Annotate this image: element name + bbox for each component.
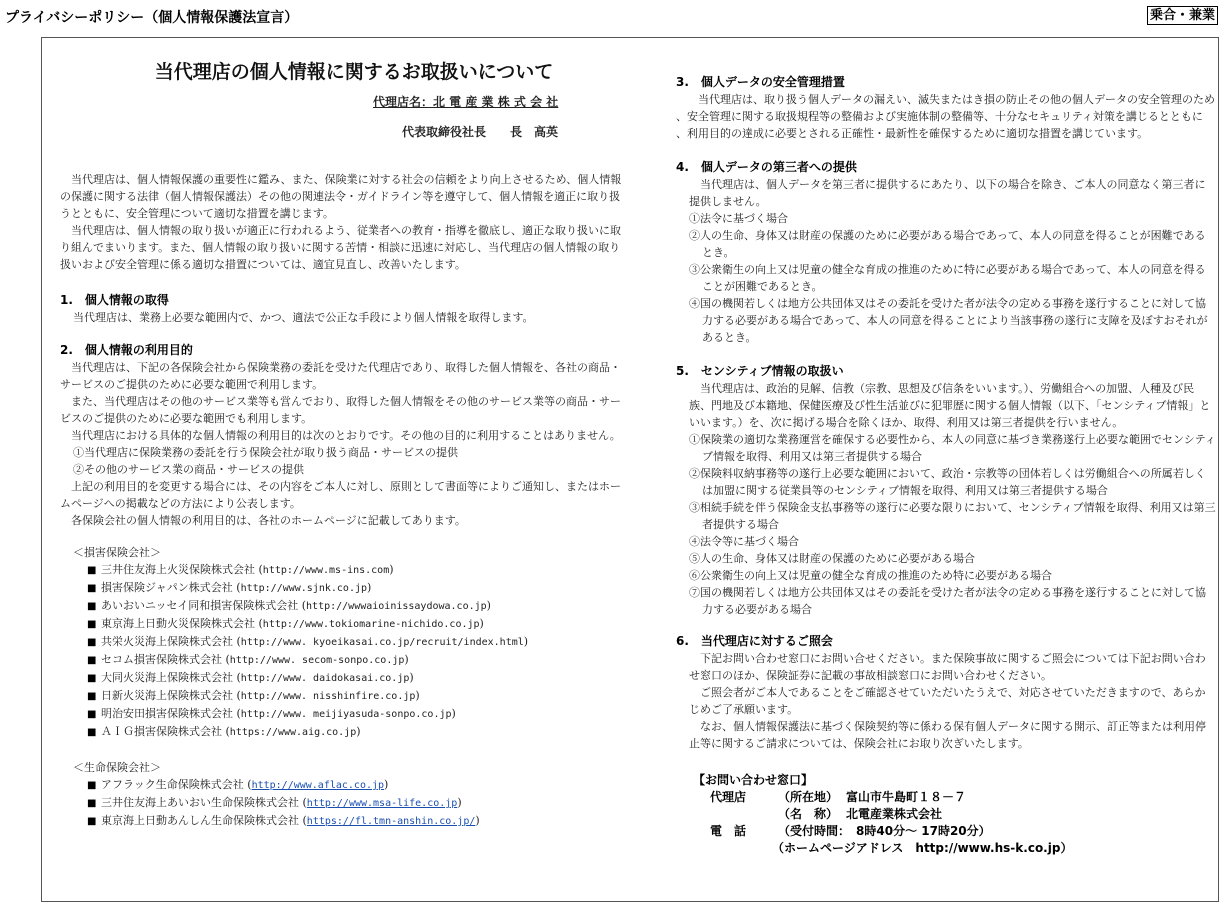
intro-paragraph: 当代理店は、個人情報保護の重要性に鑑み、また、保険業に対する社会の信頼をより向上させるため、個人情報の保護に関する法律（個人情報保護法）その他の関連法令・ガイドライン等を遵守して、個人情報を適正に取り扱うとともに、安全管理について適切な措置を講じます。	[60, 173, 622, 220]
life-insurers-list	[60, 776, 628, 830]
section-heading: 5. センシティブ情報の取扱い	[676, 364, 844, 378]
company-url: http://www. meijiyasuda-sonpo.co.jp	[240, 709, 452, 720]
square-bullet-icon: ■	[87, 780, 97, 791]
section-paragraph: なお、個人情報保護法に基づく保険契約等に係わる保有個人データに関する開示、訂正等または利用停止等に関するご請求については、保険会社にお取り次ぎいたします。	[689, 720, 1206, 750]
company-name: 三井住友海上あいおい生命保険株式会社	[101, 796, 299, 809]
list-item: ■ 三井住友海上火災保険株式会社 (http://www.ms-ins.com)	[60, 561, 628, 579]
company-name: 共栄火災海上保険株式会社	[101, 635, 233, 648]
list-item: ■ 東京海上日動火災保険株式会社 (http://www.tokiomarine-nichido.co.jp)	[60, 615, 628, 633]
section-paragraph: 下記お問い合わせ窓口にお問い合せください。また保険事故に関するご照会については下記お問い合わせ窓口のほか、保険証券に記載の事故相談窓口にお問い合わせください。	[689, 652, 1206, 682]
contact-phone-label: 電 話	[710, 824, 747, 838]
section-acquisition	[60, 292, 628, 326]
square-bullet-icon: ■	[87, 619, 97, 630]
section-body: 当代理店は、業務上必要な範囲内で、かつ、適法で公正な手段により個人情報を取得します。	[73, 311, 534, 324]
section-heading: 4. 個人データの第三者への提供	[676, 160, 857, 174]
list-item: ■ アフラック生命保険株式会社 (http://www.aflac.co.jp)	[60, 776, 628, 794]
company-name: 東京海上日動火災保険株式会社	[101, 617, 255, 630]
contact-address-value: 富山市牛島町１８－７	[846, 790, 967, 804]
company-url: http://www.ms-ins.com	[262, 565, 390, 576]
agency-name: 代理店名：北 電 産 業 株 式 会 社	[373, 95, 559, 109]
square-bullet-icon: ■	[87, 798, 97, 809]
square-bullet-icon: ■	[87, 673, 97, 684]
provision-item: ③公衆衛生の向上又は児童の健全な育成の推進のために特に必要がある場合であって、本人の同意を得ることが困難であるとき。	[689, 263, 1206, 293]
company-name: 日新火災海上保険株式会社	[101, 689, 233, 702]
provision-item: ③相続手続を伴う保険金支払事務等の遂行に必要な限りにおいて、センシティブ情報を取得、利用又は第三者提供する場合	[689, 501, 1216, 531]
company-link[interactable]: http://www.aflac.co.jp	[251, 780, 385, 791]
section-heading: 1. 個人情報の取得	[60, 293, 169, 307]
list-item: ■ 損害保険ジャパン株式会社 (http://www.sjnk.co.jp)	[60, 579, 628, 597]
square-bullet-icon: ■	[87, 637, 97, 648]
agency-type-badge: 乗合・兼業	[1147, 6, 1218, 25]
section-third-party	[676, 159, 1216, 346]
company-name: 東京海上日動あんしん生命保険株式会社	[101, 814, 299, 827]
purpose-item: ②その他のサービス業の商品・サービスの提供	[73, 463, 304, 476]
contact-name-value: 北電産業株式会社	[846, 807, 943, 821]
square-bullet-icon: ■	[87, 709, 97, 720]
list-item: ■ 大同火災海上保険株式会社 (http://www. daidokasai.co.jp)	[60, 669, 628, 687]
section-paragraph: 当代理店は、下記の各保険会社から保険業務の委託を受けた代理店であり、取得した個人情報を、各社の商品・サービスのご提供のために必要な範囲で利用します。	[60, 361, 621, 391]
list-item: ■ 明治安田損害保険株式会社 (http://www. meijiyasuda-sonpo.co.jp)	[60, 705, 628, 723]
company-url: http://www.tokiomarine-nichido.co.jp	[262, 619, 480, 630]
square-bullet-icon: ■	[87, 727, 97, 738]
contact-address-label: （所在地）	[778, 790, 839, 804]
provision-item: ②人の生命、身体又は財産の保護のために必要がある場合であって、本人の同意を得ることが困難であるとき。	[689, 229, 1206, 259]
provision-item: ④法令等に基づく場合	[689, 535, 799, 548]
left-column	[60, 60, 628, 830]
company-name: あいおいニッセイ同和損害保険株式会社	[101, 599, 299, 612]
section-inquiries	[676, 633, 1216, 752]
list-item: ■ 三井住友海上あいおい生命保険株式会社 (http://www.msa-life.co.jp)	[60, 794, 628, 812]
section-body: 当代理店は、政治的見解、信教（宗教、思想及び信条をいいます。）、労働組合への加盟、人種及び民族、門地及び本籍地、保健医療及び性生活並びに犯罪歴に関する個人情報（以下、「センシティブ情報」といいます。）を、次に掲げる場合を除くほか、取得、利用又は第三者提供を行いません。	[689, 382, 1211, 429]
provision-item: ⑤人の生命、身体又は財産の保護のために必要がある場合	[689, 552, 975, 565]
company-url: https://www.aig.co.jp	[229, 727, 357, 738]
document-title: 当代理店の個人情報に関するお取扱いについて	[154, 61, 554, 83]
section-paragraph: ご照会者がご本人であることをご確認させていただいたうえで、対応させていただきますので、あらかじめご了承願います。	[689, 686, 1206, 716]
section-paragraph: 当代理店における具体的な個人情報の利用目的は次のとおりです。その他の目的に利用することはありません。	[60, 429, 621, 442]
list-item: ■ 日新火災海上保険株式会社 (http://www. nisshinfire.co.jp)	[60, 687, 628, 705]
section-heading: 6. 当代理店に対するご照会	[676, 634, 833, 648]
company-name: アフラック生命保険株式会社	[101, 778, 244, 791]
representative-line: 代表取締役社長 長 高英	[402, 125, 559, 139]
company-url: http://www. daidokasai.co.jp	[240, 673, 410, 684]
purpose-item: ①当代理店に保険業務の委託を行う保険会社が取り扱う商品・サービスの提供	[73, 446, 458, 459]
company-url: http://www. kyoeikasai.co.jp/recruit/index.html	[240, 637, 524, 648]
square-bullet-icon: ■	[87, 583, 97, 594]
section-heading: 3. 個人データの安全管理措置	[676, 75, 845, 89]
square-bullet-icon: ■	[87, 691, 97, 702]
life-insurers-label: ＜生命保険会社＞	[73, 761, 161, 774]
list-item: ■ セコム損害保険株式会社 (http://www. secom-sonpo.co.jp)	[60, 651, 628, 669]
company-link[interactable]: https://fl.tmn-anshin.co.jp/	[306, 816, 476, 827]
company-name: 三井住友海上火災保険株式会社	[101, 563, 255, 576]
square-bullet-icon: ■	[87, 601, 97, 612]
provision-item: ②保険料収納事務等の遂行上必要な範囲において、政治・宗教等の団体若しくは労働組合への所属若しくは加盟に関する従業員等のセンシティブ情報を取得、利用又は第三者提供する場合	[689, 467, 1206, 497]
contact-phone-row	[710, 823, 1216, 840]
contact-address-row	[710, 789, 1216, 806]
section-heading: 2. 個人情報の利用目的	[60, 343, 193, 357]
nonlife-insurers-label: ＜損害保険会社＞	[73, 546, 161, 559]
section-body: 当代理店は、個人データを第三者に提供するにあたり、以下の場合を除き、ご本人の同意なく第三者に提供しません。	[689, 178, 1206, 208]
contact-name-row	[710, 806, 1216, 823]
provision-item: ⑦国の機関若しくは地方公共団体又はその委託を受けた者が法令の定める事務を遂行することに対して協力する必要がある場合	[689, 586, 1206, 616]
list-item: ■ あいおいニッセイ同和損害保険株式会社 (http://wwwaioinissaydowa.co.jp)	[60, 597, 628, 615]
list-item: ■ ＡＩＧ損害保険株式会社 (https://www.aig.co.jp)	[60, 723, 628, 741]
company-url: http://www. secom-sonpo.co.jp	[229, 655, 405, 666]
section-sensitive	[676, 363, 1216, 618]
list-item: ■ 東京海上日動あんしん生命保険株式会社 (https://fl.tmn-anshin.co.jp/)	[60, 812, 628, 830]
square-bullet-icon: ■	[87, 655, 97, 666]
square-bullet-icon: ■	[87, 816, 97, 827]
contact-homepage[interactable]: （ホームページアドレス http://www.hs-k.co.jp）	[772, 841, 1073, 855]
provision-item: ①保険業の適切な業務運営を確保する必要性から、本人の同意に基づき業務遂行上必要な範囲でセンシティブ情報を取得、利用又は第三者提供する場合	[689, 433, 1216, 463]
provision-item: ①法令に基づく場合	[689, 212, 788, 225]
company-url: http://www. nisshinfire.co.jp	[240, 691, 416, 702]
contact-box	[676, 772, 1216, 857]
contact-title: 【お問い合わせ窓口】	[693, 773, 814, 787]
contact-agency-label: 代理店	[710, 790, 747, 804]
contact-hours-value: 8時40分～ 17時20分）	[856, 824, 991, 838]
company-link[interactable]: http://www.msa-life.co.jp	[306, 798, 458, 809]
provision-item: ④国の機関若しくは地方公共団体又はその委託を受けた者が法令の定める事務を遂行することに対して協力する必要がある場合であって、本人の同意を得ることにより当該事務の遂行に支障を及ぼすおそれがあるとき。	[689, 297, 1208, 344]
section-line: 、利用目的の達成に必要とされる正確性・最新性を確保するために適切な措置を講じています。	[676, 127, 1149, 140]
square-bullet-icon: ■	[87, 565, 97, 576]
section-security	[676, 74, 1216, 142]
contact-hours-label: （受付時間：	[778, 824, 851, 838]
company-name: 大同火災海上保険株式会社	[101, 671, 233, 684]
right-column	[676, 74, 1216, 857]
list-item: ■ 共栄火災海上保険株式会社 (http://www. kyoeikasai.co.jp/recruit/index.html)	[60, 633, 628, 651]
company-url: http://www.sjnk.co.jp	[240, 583, 368, 594]
company-name: ＡＩＧ損害保険株式会社	[101, 725, 222, 738]
section-line: 当代理店は、取り扱う個人データの漏えい、滅失またはき損の防止その他の個人データの安全管理のため	[676, 93, 1215, 106]
nonlife-insurers-list	[60, 561, 628, 741]
provision-item: ⑥公衆衛生の向上又は児童の健全な育成の推進のため特に必要がある場合	[689, 569, 1052, 582]
section-line: 、安全管理に関する取扱規程等の整備および実施体制の整備等、十分なセキュリティ対策を講じるとともに	[676, 110, 1203, 123]
company-name: 明治安田損害保険株式会社	[101, 707, 233, 720]
section-paragraph: また、当代理店はその他のサービス業等も営んでおり、取得した個人情報をその他のサービス業等の商品・サービスのご提供のために必要な範囲でも利用します。	[60, 395, 621, 425]
intro-paragraph: 当代理店は、個人情報の取り扱いが適正に行われるよう、従業者への教育・指導を徹底し、適正な取り扱いに取り組んでまいります。また、個人情報の取り扱いに関する苦情・相談に迅速に対応し、当代理店の個人情報の取り扱いおよび安全管理に係る適切な措置については、適宜見直し、改善いたします。	[60, 224, 621, 271]
company-url: http://wwwaioinissaydowa.co.jp	[306, 601, 487, 612]
contact-name-label: （名 称）	[778, 807, 839, 821]
intro-section	[60, 171, 628, 273]
section-paragraph: 上記の利用目的を変更する場合には、その内容をご本人に対し、原則として書面等によりご通知し、またはホームページへの掲載などの方法により公表します。	[60, 480, 621, 510]
section-paragraph: 各保険会社の個人情報の利用目的は、各社のホームページに記載してあります。	[60, 514, 466, 527]
company-name: 損害保険ジャパン株式会社	[101, 581, 233, 594]
company-name: セコム損害保険株式会社	[101, 653, 222, 666]
page-header-title: プライバシーポリシー（個人情報保護法宣言）	[5, 10, 299, 26]
section-purpose	[60, 342, 628, 529]
